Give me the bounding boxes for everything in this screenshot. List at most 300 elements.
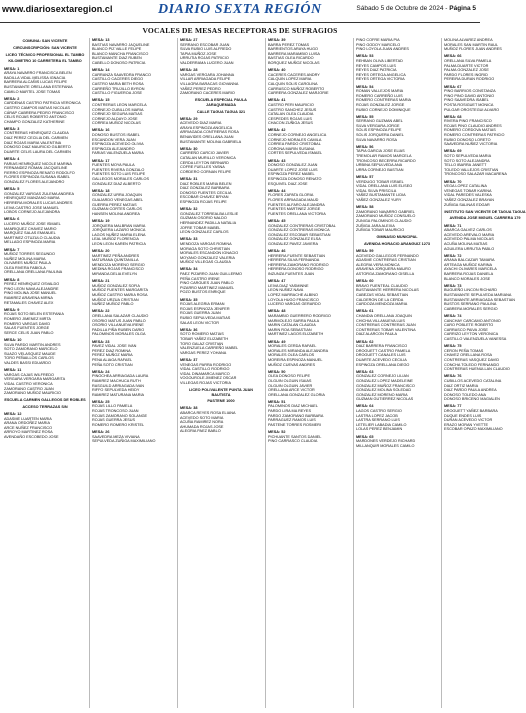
vocal-name: COFRE FUELLES YASNA <box>180 165 225 170</box>
vocal-name: MARIN CATALAN CLAUDIA <box>268 323 316 328</box>
vocal-name: GUAJARDO VENEGAS ABEL <box>92 197 144 202</box>
vocal-name: RUBIO CORNEJO DOMINIQUE <box>356 107 411 112</box>
vocal-name: CARRIZO LEYTON VERONICA <box>444 332 499 337</box>
page-header <box>0 0 480 23</box>
mesa-heading: MESA: 20 <box>92 249 110 254</box>
vocal-name: MARDONES VERDEJO RICHARD <box>356 439 416 444</box>
vocal-name: TOLEDO VALLEJOS CRISTIAN <box>444 167 499 172</box>
vocal-name: BLANCO PIZ VALLE FELIPE <box>92 47 142 52</box>
vocal-name: YAÑEZ PEREZ PEDRO <box>180 86 221 91</box>
mesa-block <box>444 314 526 342</box>
vocal-name: VARGAS CAJAS WILFREDO <box>4 372 54 377</box>
mesa-block <box>268 279 350 307</box>
vocal-name: SERRANO ESCOBAR JUAN <box>180 42 230 47</box>
vocal-name: ORELLANA SILVA PAMELA <box>444 58 492 63</box>
vocal-name: CONTRERAS LEON MARCELA <box>92 102 147 107</box>
mesa-heading: MESA: 18 <box>92 188 110 193</box>
vocal-name: ROJAS PINO CLAUDIO ANDRES <box>444 123 502 128</box>
vocal-name: CONTRERAS TOBAR VALENTINA <box>356 327 416 332</box>
vocal-name: GONZALEZ PAVEZ JAVIERA <box>268 241 319 246</box>
vocal-name: ESPINOZA DONOSO RENATO <box>268 177 322 181</box>
vocal-name: DONOSO FUENTES CECILIA <box>180 190 232 195</box>
vocal-name: ROMERO VARGAS DAVID <box>4 321 51 326</box>
vocal-name: ESQUIVEL DIAZ JOSE <box>268 181 308 186</box>
vocal-name: CONTRERAS HENRIQUEZ CLAUDIA <box>4 131 69 136</box>
vocal-name: CATALAN OLEA CLAUDIA <box>268 112 314 117</box>
mesa-block <box>180 38 262 66</box>
vocal-name: CATALAN MURILLO VERONICA <box>180 156 236 161</box>
mesa-block <box>444 284 526 312</box>
vocal-name: ACUÑA MOLINA MATIAS <box>444 241 488 246</box>
vocal-name: DONOSO TOLEDO ANA <box>444 392 487 397</box>
vocal-name: ESCOBAR OPAZO MAXIMILIANO <box>444 427 503 432</box>
vocal-name: VERDUGO TOBAR ISRAEL <box>356 179 404 184</box>
mesa-heading: MESA: 59 <box>356 249 374 254</box>
vocal-name: BADILLA VIDAL MELISSA IGNACIA <box>4 75 66 80</box>
vocal-name: CACERES CACERES ANDRY <box>268 72 320 77</box>
vocal-name: LOLAS PEREZ BENJAMIN <box>356 427 403 432</box>
vocal-name: CASTRO SANCHEZ JESUS <box>268 107 317 112</box>
site-url[interactable]: www.diariosextaregion.cl <box>2 4 113 14</box>
vocal-name: DIAZ ROJAS MARIA VALENTINA <box>4 140 62 145</box>
location-line: ACCESO TERRAZAS S/N <box>22 404 68 409</box>
vocal-name: CABELLO DONOSO PATRICIA <box>92 60 146 65</box>
vocal-name: DONOSO BUSTOS ISABEL <box>92 133 140 138</box>
vocal-name: BORQUEZ MUÑOZ NICOLAS <box>268 60 320 65</box>
mesa-block <box>356 370 438 402</box>
vocal-name: SUAZO VELASQUEZ MAUDE <box>4 351 56 356</box>
vocal-name: GONZALEZ CONTRERAS CRISTOBAL <box>268 223 336 228</box>
vocal-name: ROMERO CORDOVA MATIAS <box>444 128 496 133</box>
vocal-name: VEGA LOPEZ CATALINA <box>444 184 487 189</box>
vocal-name: ROJAS LILLO PAMELA <box>92 404 133 409</box>
vocal-name: MORALES MIRANDA ALEJANDRA <box>268 348 329 353</box>
mesa-heading: MESA: 5 <box>4 187 20 192</box>
vocal-name: ORELLANA ARCE VICTOR <box>268 388 315 393</box>
mesa-block <box>444 254 526 282</box>
location-line: ESCUELA CARMEN GALLEGOS DE ROBLES <box>4 398 86 403</box>
vocal-name: TRONCOSO SALAZAR MACARENA <box>444 172 507 177</box>
vocal-name: CASTRO CAMPOS MATIAS NICOLAS <box>4 105 70 110</box>
mesa-block <box>4 368 86 396</box>
mesa-block <box>268 400 350 428</box>
vocal-name: HERRERA SILVA FERNANDA <box>268 258 320 263</box>
vocal-name: PINOCHEA ARRIAGADA LAURA <box>92 374 149 379</box>
mesa-block <box>356 279 438 307</box>
vocal-name: VILLAGRA BARACAS GIOVANNA <box>180 81 239 86</box>
location-line: AVENIDA HORACIO ARANGUIZ 1273 <box>363 241 431 246</box>
vocal-name: CARRERA GONZALEZ MARJORIE <box>268 91 329 96</box>
vocal-name: ESPINOZA ORELLANA DIEGO <box>356 362 410 367</box>
mesa-heading: MESA: 67 <box>444 84 462 89</box>
vocal-name: PALOMINOS DIAZ MICHAEL <box>268 404 318 409</box>
polling-location <box>4 53 86 64</box>
vocal-name: MOREIRA ESPINOZA MANUEL <box>268 357 323 362</box>
vocal-name: SOLIS ESPINOZA FELIPE <box>356 128 402 133</box>
vocal-name: LEON GONZALEZ CARLOS <box>180 230 229 235</box>
vocal-name: CORONA MARIN SUSANA <box>268 146 315 151</box>
vocal-name: ACUÑA RAMIREZ NORA <box>180 420 224 425</box>
vocal-name: ZAMORANO CACERES MARIO <box>180 91 235 96</box>
vocal-name: CÁRAP CABRERA PEDRO FRANCISCO <box>4 110 75 115</box>
mesa-block <box>268 189 350 217</box>
vocal-name: PARDO ZAMORANO BARBARA <box>268 413 324 418</box>
vocal-name: ARAYA NAVARRO FRANCISCA BELEN <box>4 71 72 76</box>
mesa-heading: MESA: 56 <box>356 144 374 149</box>
vocal-name: MORALES CERDA RAFAEL <box>268 344 317 349</box>
vocal-name: LEIVA DIAZ YASMINNE <box>268 283 309 288</box>
vocal-name: DUARTE LOPEZ JOSE LUIS <box>268 167 318 172</box>
mesa-heading: MESA: 27 <box>180 38 198 42</box>
mesa-block <box>268 98 350 126</box>
vocal-name: CASTRO PERI MAURICIO <box>268 102 314 107</box>
vocal-name: CERON PEÑA TOMAS <box>444 348 484 353</box>
mesa-heading: MESA: 16 <box>92 128 110 133</box>
vocal-name: URRUTIA ROJAS PATRICIO <box>180 56 229 61</box>
vocal-name: BUSTAMANTE MOLINA GABRIELA <box>180 139 242 144</box>
vocal-name: SOTO ROMERO MATIAS <box>180 332 224 337</box>
vocal-name: JORQUERA MALBRAN MARIA <box>92 223 146 228</box>
vocal-name: PALMA GONZALEZ JOSE <box>444 68 489 73</box>
polling-location <box>180 98 262 114</box>
mesa-heading: MESA: 70 <box>444 179 462 184</box>
vocal-name: TAPIA MUÑOZ JOSE <box>180 51 217 56</box>
mesa-heading: MESA: 32 <box>180 207 198 212</box>
vocal-name: PINO MOLINA JOSE MANUEL <box>4 291 57 296</box>
vocal-name: FUENTES SOTO LUIS FELIPE <box>92 172 146 177</box>
vocal-name: SILVA VERGARA JORGE <box>356 123 400 128</box>
mesa-block <box>356 205 438 233</box>
vocal-name: REYES ORTEGA VICTORIA <box>356 77 405 82</box>
vocal-name: GONZALEZ GONZALEZ ELSA <box>268 237 321 242</box>
vocal-name: CORNEJO SEGURA MATIAS <box>92 112 143 117</box>
vocal-name: PEREZ MUÑOZ MARIA <box>92 353 133 358</box>
vocal-name: PINO GODOY MARCELO <box>356 42 401 47</box>
vocal-name: RIFFO SEPULVEDA HEIDY <box>92 388 140 393</box>
date-and-page: Sábado 5 de Octubre de 2024 - Página 5 <box>356 5 476 12</box>
vocal-name: SALAS LEON VICTOR <box>180 320 219 325</box>
polling-location <box>180 388 262 404</box>
vocal-name: NUÑEZ MOLINA MARIA <box>4 256 46 261</box>
vocal-name: ROMERO CONTRERAS MARIA <box>356 98 412 103</box>
vocal-name: FLORES ESPINOZA SUSANA ISABEL <box>4 175 71 180</box>
vocal-name: FIERRO ESPINOZA RENATO RODOLFO <box>4 170 75 175</box>
vocal-name: HANSEN MOLINA ANDREA <box>92 211 140 216</box>
vocal-name: RUBIO SEPULVEDA MATIAS <box>180 316 231 320</box>
vocal-name: GUZMAN OSORIO NALDO <box>180 216 227 221</box>
vocal-name: ESPINOZA ROJAS FELIPE <box>180 199 227 204</box>
vocal-name: GONZALEZ URRA JOAQUIN <box>92 193 142 198</box>
vocal-name: DUQUE ENDES LUIS <box>444 413 482 418</box>
mesa-block <box>356 309 438 337</box>
vocal-name: ZAMORANO MUÑOZ CONSUELO <box>356 214 416 219</box>
vocal-name: CARREÑO CARCIO JAVIER <box>180 151 229 156</box>
mesa-block <box>92 279 174 307</box>
vocal-name: AYACHI OLIVARES MARCELA <box>444 267 497 272</box>
vocal-name: LOYOLA HUGO FRANCISCO <box>268 297 319 302</box>
vocal-name: MUÑOZ FUENTES MARGARITA <box>92 288 149 293</box>
vocal-name: RUBIO DONOSO LORETO <box>444 137 491 142</box>
vocal-name: AGUILERA URRUTIA PABLO <box>444 246 495 251</box>
vocal-name: ROJAS ZAMORANO SOLANGE <box>92 413 148 418</box>
mesa-heading: MESA: 14 <box>92 68 110 73</box>
vocal-name: CARREÑO TRUJILLO BYRON <box>92 86 145 91</box>
mesa-heading: MESA: 36 <box>180 327 198 332</box>
vocal-name: PEREZ HENRIQUEZ OSVALDO <box>4 282 60 287</box>
vocal-name: GUZMAN GUTIERREZ NICOLAS <box>356 397 414 402</box>
text-column <box>268 38 350 708</box>
vocal-name: ERAZO MORAN YVETTE <box>444 422 489 427</box>
vocal-name: DIAZ ORTIZ MARIA <box>444 383 479 388</box>
vocal-name: GUERRA PEREZ MATIAS <box>92 202 137 207</box>
location-line: CIRCUNSCRIPCIÓN: SAN VICENTE <box>13 45 77 50</box>
vocal-name: MUÑOZ CASTRO MARIA ROSA <box>92 293 148 298</box>
vocal-name: ZUÑIGA SALINAS EDGAR <box>444 202 490 207</box>
mesa-block <box>4 67 86 95</box>
vocal-name: PINO CARRASCO CLAUDIA <box>268 439 318 444</box>
vocal-name: MARQUEZ SALAS EMANUEL <box>4 231 56 236</box>
mesa-block <box>4 338 86 366</box>
vocal-name: JOFRE TOBAR MABEL <box>180 225 221 230</box>
mesa-heading: MESA: 55 <box>356 114 374 119</box>
mesa-heading: MESA: 74 <box>444 314 462 318</box>
vocal-name: PADILLA PIÑA RUBEN DARIO <box>92 327 145 332</box>
mesa-block <box>4 127 86 155</box>
mesa-block <box>4 412 86 440</box>
mesa-heading: MESA: 2 <box>4 96 20 101</box>
mesa-block <box>356 85 438 113</box>
vocal-name: ZAMORANO CASTRO JUAN <box>4 386 54 391</box>
mesa-block <box>180 298 262 326</box>
vocal-name: PINO BARRIOS CONSTANZA <box>444 89 496 94</box>
vocal-name: ROJAS GONZALEZ JORGE <box>356 102 405 107</box>
vocal-name: CONTRERAS VASQUEZ DAVID <box>444 357 500 362</box>
vocal-name: PEÑA SOTO CRISTIAN <box>92 362 133 367</box>
vocal-name: DONOSO BRICENO MAGIALEN <box>444 397 500 402</box>
vocal-name: SOTO SEPULVEDA MARIA <box>444 154 492 159</box>
vocal-name: GONZALEZ MORENO MARIA <box>356 392 408 397</box>
vocal-name: VENEGAS TOBAR KARINA <box>444 188 492 193</box>
vocal-name: TREMOLAR RAMOS MARCELA <box>356 154 412 159</box>
vocal-name: ABARCA GALVEZ CARLOS <box>444 228 492 233</box>
vocal-name: CHICHIA VILLANUEVA LUIS <box>356 318 405 323</box>
mesa-heading: MESA: 24 <box>92 369 110 374</box>
vocal-name: PALMA DUARTE VICTOR <box>444 63 489 68</box>
vocal-name: LASTRA SERRANO LUIS <box>356 418 400 423</box>
vocal-name: LEON NUÑEZ NAVA <box>268 288 304 293</box>
mesa-heading: MESA: 75 <box>444 344 462 349</box>
vocal-name: ZUÑIGA JARA ALEXIA <box>356 223 395 228</box>
vocal-name: PEÑA CASTRO IRENE <box>180 276 220 281</box>
vocal-name: ACEVEDO GALLEGOS FERNANDO <box>356 253 419 258</box>
vocal-name: LEIVA CASTRO JOSE MANUEL <box>4 205 59 210</box>
vocal-name: MEDINA ROJAS FRANCISCO <box>92 267 144 272</box>
vocal-name: SEPULVEDA ZUÑIGA MAXIMILIANO <box>92 439 156 444</box>
mesa-block <box>268 159 350 187</box>
mesa-heading: MESA: 11 <box>4 368 22 373</box>
column-divider <box>441 38 442 708</box>
mesa-heading: MESA: 35 <box>180 297 198 302</box>
vocal-name: DIAZ PEREZ CECILIA DEL CARMEN <box>4 136 68 141</box>
vocal-name: OLEA DONOSO FELIPE <box>268 374 310 379</box>
location-line: INSTITUTO SAN VICENTE DE TAGUA TAGUA <box>444 209 526 214</box>
vocal-name: PENA ALIAGA RAFAEL <box>92 357 133 362</box>
vocal-name: CORTES SEPULVEDA ISMAEL <box>268 151 323 156</box>
mesa-heading: MESA: 62 <box>356 339 374 344</box>
mesa-block <box>92 249 174 277</box>
vocal-name: HERRERA DONOSO RODRIGO <box>268 267 324 272</box>
vocal-name: VIDAL SILVA PRISCILA <box>356 188 397 193</box>
mesa-heading: MESA: 61 <box>356 309 374 314</box>
mesa-block <box>92 189 174 217</box>
vocal-name: INZUNZA FUENTES JUAN <box>268 272 314 277</box>
mesa-heading: MESA: 8 <box>4 277 20 282</box>
vocal-name: DUARTE CELIS LAURA DEL CARMEN <box>4 149 71 154</box>
mesa-block <box>444 224 526 252</box>
vocal-name: SILVA PARDO MARTIN ANDRES <box>4 342 61 347</box>
mesa-block <box>92 38 174 66</box>
vocal-name: CASTILLO FIGUEROA JOSE <box>92 91 143 96</box>
mesa-block <box>180 267 262 295</box>
vocal-name: LUCERO MUÑOZ JOSE ISMAEL <box>4 221 61 226</box>
vocal-name: LETELIER LABADIA CAMILO <box>356 422 407 427</box>
vocal-name: VIDAL PAREDES VALESKA <box>444 193 492 198</box>
vocal-name: DROGUETT YAÑEZ BARBARA <box>444 409 498 414</box>
vocal-name: DONOSO DIAZ MAURICIO GILBERTO <box>4 145 71 150</box>
mesa-heading: MESA: 15 <box>92 98 110 103</box>
mesa-heading: MESA: 50 <box>268 369 286 374</box>
mesa-block <box>444 54 526 82</box>
mesa-block <box>180 147 262 175</box>
vocal-name: GONZALEZ MOLINA SOLEDAD <box>356 388 412 393</box>
vocal-name: URRA CORNEJO BASTIAN <box>356 167 404 172</box>
mesa-block <box>4 157 86 185</box>
vocal-name: OSORIO MATUS JUAN PABLO <box>92 318 146 323</box>
mesa-block <box>444 115 526 147</box>
location-line: LICEO TÉCNICO PROFESIONAL EL TAMBO <box>5 52 85 57</box>
mesa-heading: MESA: 7 <box>4 247 20 252</box>
vocal-name: PINO PINO DAVID ANTONIO <box>444 93 495 98</box>
vocal-name: ALEGRIA PAEZ BABLO <box>180 429 221 434</box>
mesa-block <box>444 180 526 208</box>
mesa-block <box>180 68 262 96</box>
vocal-name: RAMIREZ MACHUCA RUTH <box>92 378 141 383</box>
location-line: PASTENE 1000 <box>207 399 235 404</box>
mesa-heading: MESA: 28 <box>180 68 198 73</box>
vocal-name: ORELLANA SALAZAR CLAUDIO <box>92 314 149 318</box>
mesa-block <box>4 187 86 215</box>
vocal-name: MILLANQUIR MORALES CAMILO <box>356 443 415 448</box>
vocal-name: TELLO IBARRA JANETT <box>444 163 487 168</box>
vocal-name: MARTINEZ PEÑA ANDRES <box>92 253 140 258</box>
vocal-name: HERRERA MORALES LUCAS ANDRES <box>4 200 73 205</box>
vocal-name: VENEGAS PARRA RODRIGO <box>180 362 232 367</box>
mesa-heading: MESA: 45 <box>268 218 286 223</box>
mesa-heading: MESA: 41 <box>268 98 286 103</box>
mesa-heading: MESA: 65 <box>356 434 374 439</box>
vocal-name: FLORES ARRIAGADA MAUD <box>268 197 319 202</box>
vocal-name: GONZALEZ LOPEZ MADELEINE <box>356 378 413 383</box>
vocal-name: ADASME LUARTEN MARIA <box>4 416 52 421</box>
mesa-block <box>356 340 438 368</box>
mesa-heading: MESA: 21 <box>92 279 110 284</box>
vocal-name: SOTO ZAMORANO MARCELO <box>4 347 58 352</box>
mesa-block <box>92 128 174 156</box>
vocal-name: SOTO SOTO ALEJANDRA <box>444 158 490 163</box>
vocal-name: ACEVEDO SOTO MARIA <box>180 415 224 420</box>
vocal-name: CHAVEZ ORELLANA ROSA <box>444 353 493 358</box>
mesa-heading: MESA: 38 <box>180 406 198 411</box>
vocal-name: TRONCOSO BECERRA RICARDO <box>356 158 416 163</box>
mesa-block <box>444 85 526 113</box>
vocal-name: DIAZ PARDO PAULA ANDREA <box>444 388 497 393</box>
mesa-heading: MESA: 13 <box>92 38 110 42</box>
vocal-name: CORDERO CORNAN FELIPE <box>180 169 232 174</box>
vocal-name: ESPINOZA ACEVEDO OLIVIA <box>92 142 144 147</box>
mesa-heading: MESA: 49 <box>268 339 286 344</box>
mesa-heading: MESA: 53 <box>356 54 374 59</box>
mesa-block <box>92 68 174 96</box>
mesa-heading: MESA: 26 <box>92 430 110 435</box>
vocal-name: SAAVEDRA MEZA VIVIANA <box>92 434 140 439</box>
vocal-name: REHBAN OLIVA LIBERTAD <box>356 58 403 63</box>
mesa-heading: MESA: 54 <box>356 84 374 89</box>
mesa-heading: MESA: 72 <box>444 253 462 258</box>
mesa-heading: MESA: 52 <box>268 430 286 435</box>
vocal-name: ARAVENA JORQUERA MAURO <box>356 267 411 272</box>
vocal-name: BLANCO MANCHA FRANCISCO <box>92 51 149 56</box>
vocal-name: GONZALEZ FLORES ALEJANDRO <box>4 180 65 184</box>
vocal-name: RASGUILD ARRIAGADA IVAN <box>92 383 145 388</box>
vocal-name: ROJAS GUERRA JESUS <box>92 418 136 423</box>
mesa-heading: MESA: 57 <box>356 175 374 179</box>
vocal-name: BUSTOS SERRANO PAULINA <box>444 302 497 307</box>
vocal-name: MENDOZA VARGAS ROMINA <box>180 241 232 246</box>
mesa-heading: MESA: 31 <box>180 177 198 181</box>
vocal-name: LAGOS CASTRO SERGIO <box>356 409 402 414</box>
vocal-name: ACEVEDO AREVALO MARIA <box>444 232 495 237</box>
vocal-name: ABARCA REYES ROSA ELIANA <box>180 411 236 416</box>
vocal-name: ARANA ORDOÑEZ MARIA <box>4 421 50 426</box>
vocal-name: CARRANZA SAAVEDRA FRANCO <box>92 72 152 77</box>
mesa-heading: MESA: 66 <box>444 54 462 59</box>
mesa-block <box>268 309 350 337</box>
vocal-name: PINO COFRE MARIA PIA <box>356 38 400 42</box>
vocal-name: MARTINEZ LAGOS ELIZABETH <box>268 332 324 337</box>
vocal-name: CARDOZA MENDOZA MARIA <box>356 302 408 307</box>
vocal-name: LASTRA LOPEZ JACOB <box>356 413 398 418</box>
vocal-name: ARCE NUÑEZ FRANCISCO <box>4 425 53 430</box>
mesa-heading: MESA: 34 <box>180 267 198 272</box>
vocal-name: SALAS FUENTES JORGE <box>4 326 50 331</box>
text-column <box>180 38 262 708</box>
column-divider <box>265 38 266 708</box>
mesa-block <box>180 177 262 205</box>
vocal-name: VALENZUELA CARREÑO MABEL <box>180 346 239 351</box>
text-column <box>356 38 438 708</box>
polling-location <box>444 210 526 221</box>
mesa-heading: MESA: 39 <box>268 38 286 42</box>
vocal-name: CALDERON DE LA CERDA <box>356 297 404 302</box>
vocal-name: LUCERO VARGAS GERARDO <box>268 302 321 307</box>
vocal-name: DIAZ ALARCON PAULA <box>356 332 398 337</box>
vocal-name: CABEZAS VIDAL SEBASTIAN <box>356 293 408 298</box>
mesa-heading: MESA: 77 <box>444 404 462 409</box>
mesa-block <box>268 249 350 277</box>
mesa-block <box>268 370 350 398</box>
mesa-block <box>180 207 262 235</box>
vocal-name: OSORIO VILLANUEVA IRENE <box>92 323 144 328</box>
